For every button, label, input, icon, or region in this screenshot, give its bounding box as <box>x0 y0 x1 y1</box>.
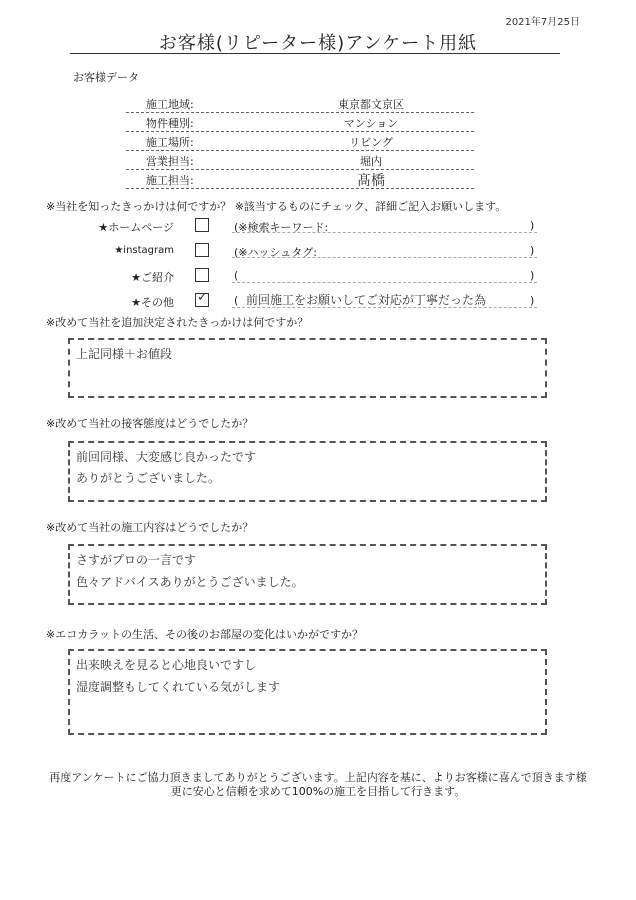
customer-row-area <box>126 93 474 113</box>
answer-line: さすがプロの一言です <box>76 553 197 567</box>
answer-line: 出来映えを見ると心地良いですし <box>76 658 257 672</box>
question-how-found: ※当社を知ったきっかけは何ですか？ ※該当するものにチェック、詳細ご記入お願いします。 <box>46 200 507 213</box>
source-row-instagram <box>0 241 636 263</box>
page-title: お客様(リピーター様)アンケート用紙 <box>158 33 478 54</box>
question-customer-service: ※改めて当社の接客態度はどうでしたか？ <box>46 417 254 430</box>
footer-message-2: 更に安心と信頼を求めて100%の施工を目指して行きます。 <box>170 785 466 798</box>
checkbox[interactable] <box>195 243 209 257</box>
question-room-change: ※エコカラットの生活、その後のお部屋の変化はいかがですか？ <box>46 628 363 641</box>
row-value: リビング <box>349 136 393 149</box>
answer-line: 色々アドバイスありがとうございました。 <box>76 575 304 589</box>
answer-box-service[interactable] <box>68 441 547 502</box>
source-suffix: ) <box>530 244 535 257</box>
source-suffix: ) <box>530 294 535 307</box>
customer-row-property-type <box>126 112 474 132</box>
row-label: 施工担当: <box>146 174 194 187</box>
survey-date: 2021年7月25日 <box>505 17 580 28</box>
source-name: ★instagram <box>114 245 174 256</box>
checkbox[interactable] <box>195 218 209 232</box>
answer-line: 上記同様＋お値段 <box>76 347 173 361</box>
row-label: 施工地域: <box>146 98 194 111</box>
source-name: ★ホームページ <box>98 221 174 234</box>
answer-box-installation[interactable] <box>68 544 547 605</box>
source-prefix: ( <box>234 269 239 282</box>
row-label: 物件種別: <box>146 117 194 130</box>
footer-message-1: 再度アンケートにご協力頂きましてありがとうございます。上記内容を基に、よりお客様に喜んで頂きます様 <box>49 771 587 784</box>
answer-box-decision[interactable] <box>68 338 547 398</box>
row-label: 施工場所: <box>146 136 194 149</box>
row-value: マンション <box>343 117 399 130</box>
customer-row-sales-rep <box>126 150 474 170</box>
answer-box-room-change[interactable] <box>68 649 547 735</box>
answer-line: ありがとうございました。 <box>76 471 221 485</box>
source-name: ★その他 <box>131 296 174 309</box>
row-value-handwritten: 髙橋 <box>357 173 385 189</box>
input-line[interactable] <box>232 307 537 308</box>
source-row-homepage <box>0 216 636 238</box>
source-suffix: ) <box>530 219 535 232</box>
source-name: ★ご紹介 <box>131 271 174 284</box>
question-installation: ※改めて当社の施工内容はどうでしたか？ <box>46 521 254 534</box>
source-prefix: (※検索キーワード: <box>234 221 329 234</box>
source-prefix: ( <box>234 294 239 307</box>
customer-data-heading: お客様データ <box>73 71 139 84</box>
input-line[interactable] <box>232 232 537 233</box>
row-value: 堀内 <box>360 155 382 168</box>
answer-line: 前回同様、大変感じ良かったです <box>76 450 257 464</box>
source-suffix: ) <box>530 269 535 282</box>
source-prefix: (※ハッシュタグ: <box>234 246 317 259</box>
checkbox-checked[interactable] <box>195 290 209 307</box>
checkbox[interactable] <box>195 268 209 282</box>
row-label: 営業担当: <box>146 155 194 168</box>
question-decision-reason: ※改めて当社を追加決定されたきっかけは何ですか？ <box>46 316 309 329</box>
input-line[interactable] <box>232 257 537 258</box>
input-line[interactable] <box>232 282 537 283</box>
answer-line: 湿度調整もしてくれている気がします <box>76 680 281 694</box>
customer-row-location <box>126 131 474 151</box>
customer-row-installer <box>126 169 474 189</box>
source-detail-handwritten: 前回施工をお願いしてご対応が丁寧だった為 <box>246 293 487 307</box>
source-row-referral <box>0 266 636 288</box>
source-row-other <box>0 291 636 313</box>
check-icon: ✓ <box>197 290 208 305</box>
title-divider <box>70 53 560 54</box>
row-value: 東京都文京区 <box>338 98 404 111</box>
